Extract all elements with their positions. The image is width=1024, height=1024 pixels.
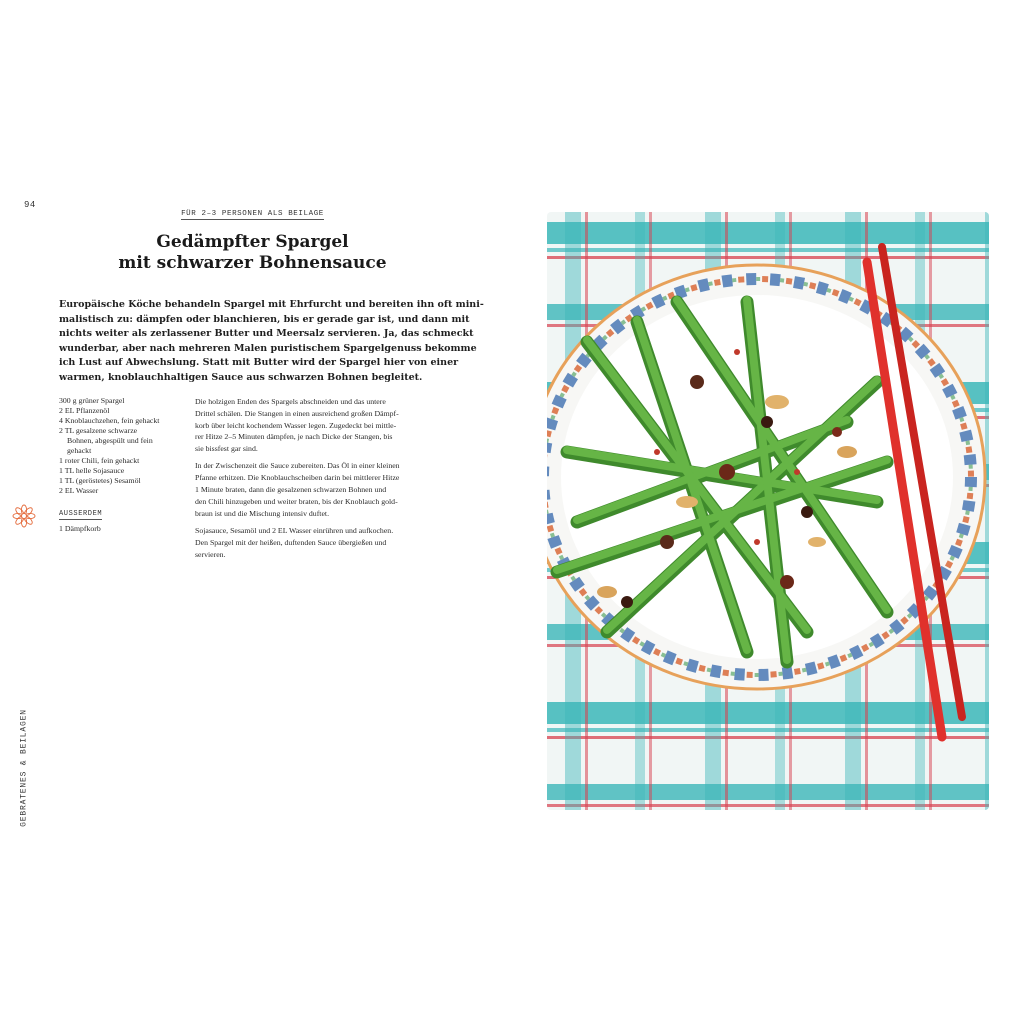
intro-line: Europäische Köche behandeln Spargel mit Ehrfurcht und bereiten ihn oft mini- [59, 299, 484, 310]
ingredient-item: 4 Knoblauchzehen, fein gehackt [59, 416, 160, 425]
intro-line: nichts weiter als zerlassener Butter und Meersalz servieren. Ja, das schmeckt [59, 328, 474, 340]
method-line: sie bissfest gar sind. [195, 444, 258, 454]
method-line: Den Spargel mit der heißen, duftenden Sauce übergießen und [195, 537, 387, 547]
method-line: 1 Minute braten, dann die gesalzenen schwarzen Bohnen und [195, 485, 387, 495]
method-step [195, 460, 455, 519]
ingredient-item: 1 TL (geröstetes) Sesamöl [59, 476, 141, 485]
method-step [195, 396, 455, 455]
recipe-title-line: mit schwarzer Bohnensauce [118, 253, 387, 273]
intro-line: malistisch zu: dämpfen oder blanchieren, bis er gerade gar ist, und dann mit [59, 313, 470, 325]
dish-photo [547, 212, 989, 810]
method-step [195, 525, 455, 560]
ingredient-item: Bohnen, abgespült und fein [67, 436, 153, 445]
method-line: Drittel schälen. Die Stangen in einen ausreichend großen Dämpf- [195, 408, 399, 418]
method-line: rer Hitze 2–5 Minuten dämpfen, je nach Dicke der Stangen, bis [195, 432, 393, 442]
method-line: servieren. [195, 549, 226, 559]
method-steps [195, 396, 455, 566]
equipment-item: 1 Dämpfkorb [59, 524, 101, 533]
section-label-text: GEBRATENES & BEILAGEN [19, 709, 29, 827]
recipe-intro [59, 298, 484, 386]
method-line: In der Zwischenzeit die Sauce zubereiten. Das Öl in einer kleinen [195, 461, 400, 471]
method-line: korb über leicht kochendem Wasser legen. Zugedeckt bei mittle- [195, 420, 397, 430]
flower-icon [12, 504, 36, 528]
ingredient-item: 1 roter Chili, fein gehackt [59, 456, 140, 465]
page-number: 94 [24, 200, 36, 210]
method-line: braun ist und die Mischung intensiv duftet. [195, 508, 330, 518]
ingredient-item: 300 g grüner Spargel [59, 396, 125, 405]
method-line: Sojasauce, Sesamöl und 2 EL Wasser einrühren und aufkochen. [195, 525, 394, 535]
recipe-title-line: Gedämpfter Spargel [156, 232, 349, 252]
dish-illustration [547, 212, 989, 810]
ingredient-item: 2 EL Wasser [59, 486, 99, 495]
intro-line: warmen, knoblauchhaltigen Sauce aus schwarzen Bohnen begleitet. [59, 371, 423, 383]
ingredient-item: 2 TL gesalzene schwarze [59, 426, 138, 435]
ingredient-item: gehackt [67, 446, 92, 455]
ingredients-list [59, 396, 179, 496]
method-line: Pfanne erhitzen. Die Knoblauchscheiben darin bei mittlerer Hitze [195, 473, 400, 483]
section-label [18, 709, 30, 827]
method-line: Die holzigen Enden des Spargels abschneiden und das untere [195, 397, 386, 406]
ingredient-item: 1 TL helle Sojasauce [59, 466, 125, 475]
equipment-heading: AUSSERDEM [59, 510, 103, 518]
intro-line: wunderbar, aber nach mehreren Malen puristischem Spargelgenuss bekomme [59, 342, 477, 354]
serving-info [0, 210, 505, 218]
method-line: den Chili hinzugeben und weiter braten, bis der Knoblauch gold- [195, 496, 398, 506]
intro-line: ich Lust auf Abwechslung. Statt mit Butter wird der Spargel hier von einer [59, 357, 459, 369]
recipe-title [0, 232, 505, 274]
serving-info-text: FÜR 2–3 PERSONEN ALS BEILAGE [181, 210, 324, 218]
ingredient-item: 2 EL Pflanzenöl [59, 406, 110, 415]
